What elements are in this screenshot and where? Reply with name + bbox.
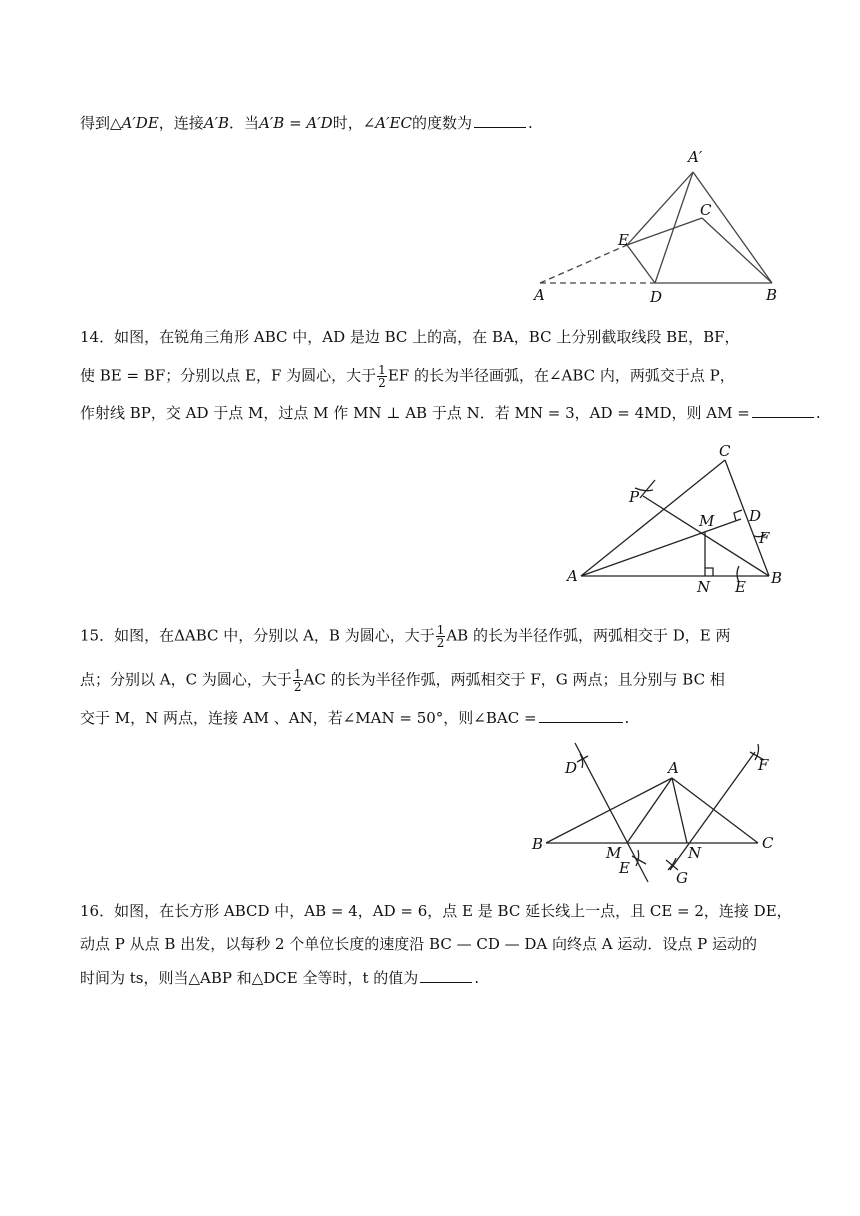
label-G: G bbox=[676, 869, 688, 887]
label-A-prime: A′ bbox=[688, 148, 703, 166]
answer-blank-16[interactable] bbox=[420, 968, 472, 983]
segment-CB bbox=[725, 460, 769, 576]
segment-BA bbox=[546, 778, 672, 843]
fraction-half-1: $\frac{1}{2}$ bbox=[436, 623, 445, 650]
q13-line-1: 得到△A′DE，连接A′B．当A′B = A′D时，∠A′EC的度数为 . bbox=[80, 114, 533, 132]
label-N: N bbox=[688, 844, 702, 862]
right-angle-N bbox=[705, 568, 713, 576]
label-E: E bbox=[735, 578, 746, 596]
answer-blank-14[interactable] bbox=[752, 403, 814, 418]
label-B: B bbox=[766, 286, 778, 304]
label-C: C bbox=[719, 442, 731, 460]
segment-AM bbox=[627, 778, 672, 843]
q16-line-2: 动点 P 从点 B 出发，以每秒 2 个单位长度的速度沿 BC — CD — DA 向终点 A 运动．设点 P 运动的 bbox=[80, 935, 758, 953]
label-D: D bbox=[749, 507, 762, 525]
label-F: F bbox=[758, 756, 769, 774]
label-A: A bbox=[567, 567, 578, 585]
q13-figure bbox=[530, 150, 790, 310]
q15-line-2: 点；分别以 A，C 为圆心，大于 $\frac{1}{2}$ AC 的长为半径作弧，两弧相交于 F，G 两点；且分别与 BC 相 bbox=[80, 667, 725, 694]
label-C: C bbox=[700, 201, 712, 219]
segment-EA-prime bbox=[627, 172, 693, 245]
segment-ED bbox=[627, 245, 655, 283]
label-F: F bbox=[759, 529, 770, 547]
label-M: M bbox=[699, 512, 715, 530]
q16-line-1: 16．如图，在长方形 ABCD 中，AB = 4，AD = 6，点 E 是 BC 延长线上一点，且 CE = 2，连接 DE， bbox=[80, 902, 792, 920]
arc-mark-P bbox=[640, 480, 655, 498]
segment-CB bbox=[702, 218, 772, 283]
answer-blank-13[interactable] bbox=[474, 113, 526, 128]
q16-line-3: 时间为 ts，则当△ABP 和△DCE 全等时，t 的值为 . bbox=[80, 969, 480, 987]
segment-EC bbox=[627, 218, 702, 245]
label-A: A bbox=[534, 286, 545, 304]
fraction-half: $\frac{1}{2}$ bbox=[378, 363, 386, 390]
label-A: A bbox=[668, 759, 679, 777]
label-E: E bbox=[618, 231, 629, 249]
segment-A-prime-B bbox=[693, 172, 772, 283]
segment-AD bbox=[581, 519, 741, 576]
q15-line-1: 15．如图，在ΔABC 中，分别以 A，B 为圆心，大于 $\frac{1}{2}$ AB 的长为半径作弧，两弧相交于 D，E 两 bbox=[80, 623, 731, 650]
label-D: D bbox=[565, 759, 578, 777]
label-D: D bbox=[650, 288, 663, 306]
line-FG bbox=[670, 752, 755, 870]
q14-figure bbox=[565, 440, 790, 600]
q14-line-2: 使 BE = BF；分别以点 E，F 为圆心，大于 $\frac{1}{2}$ EF 的长为半径画弧，在∠ABC 内，两弧交于点 P， bbox=[80, 363, 735, 390]
label-P: P bbox=[629, 488, 640, 506]
fraction-half-2: $\frac{1}{2}$ bbox=[293, 667, 302, 694]
q15-line-3: 交于 M，N 两点，连接 AM 、AN，若∠MAN = 50°，则∠BAC = . bbox=[80, 709, 630, 727]
answer-blank-15[interactable] bbox=[539, 708, 623, 723]
label-E: E bbox=[619, 859, 630, 877]
q14-line-1: 14．如图，在锐角三角形 ABC 中，AD 是边 BC 上的高，在 BA，BC 上分别截取线段 BE，BF， bbox=[80, 328, 740, 346]
q15-figure bbox=[530, 740, 790, 890]
q14-line-3: 作射线 BP，交 AD 于点 M，过点 M 作 MN ⊥ AB 于点 N．若 MN = 3，AD = 4MD，则 AM = . bbox=[80, 404, 821, 422]
label-C: C bbox=[762, 834, 774, 852]
label-N: N bbox=[697, 578, 711, 596]
label-M: M bbox=[606, 844, 622, 862]
segment-AE-dashed bbox=[540, 245, 627, 283]
label-B: B bbox=[532, 835, 544, 853]
label-B: B bbox=[771, 569, 783, 587]
